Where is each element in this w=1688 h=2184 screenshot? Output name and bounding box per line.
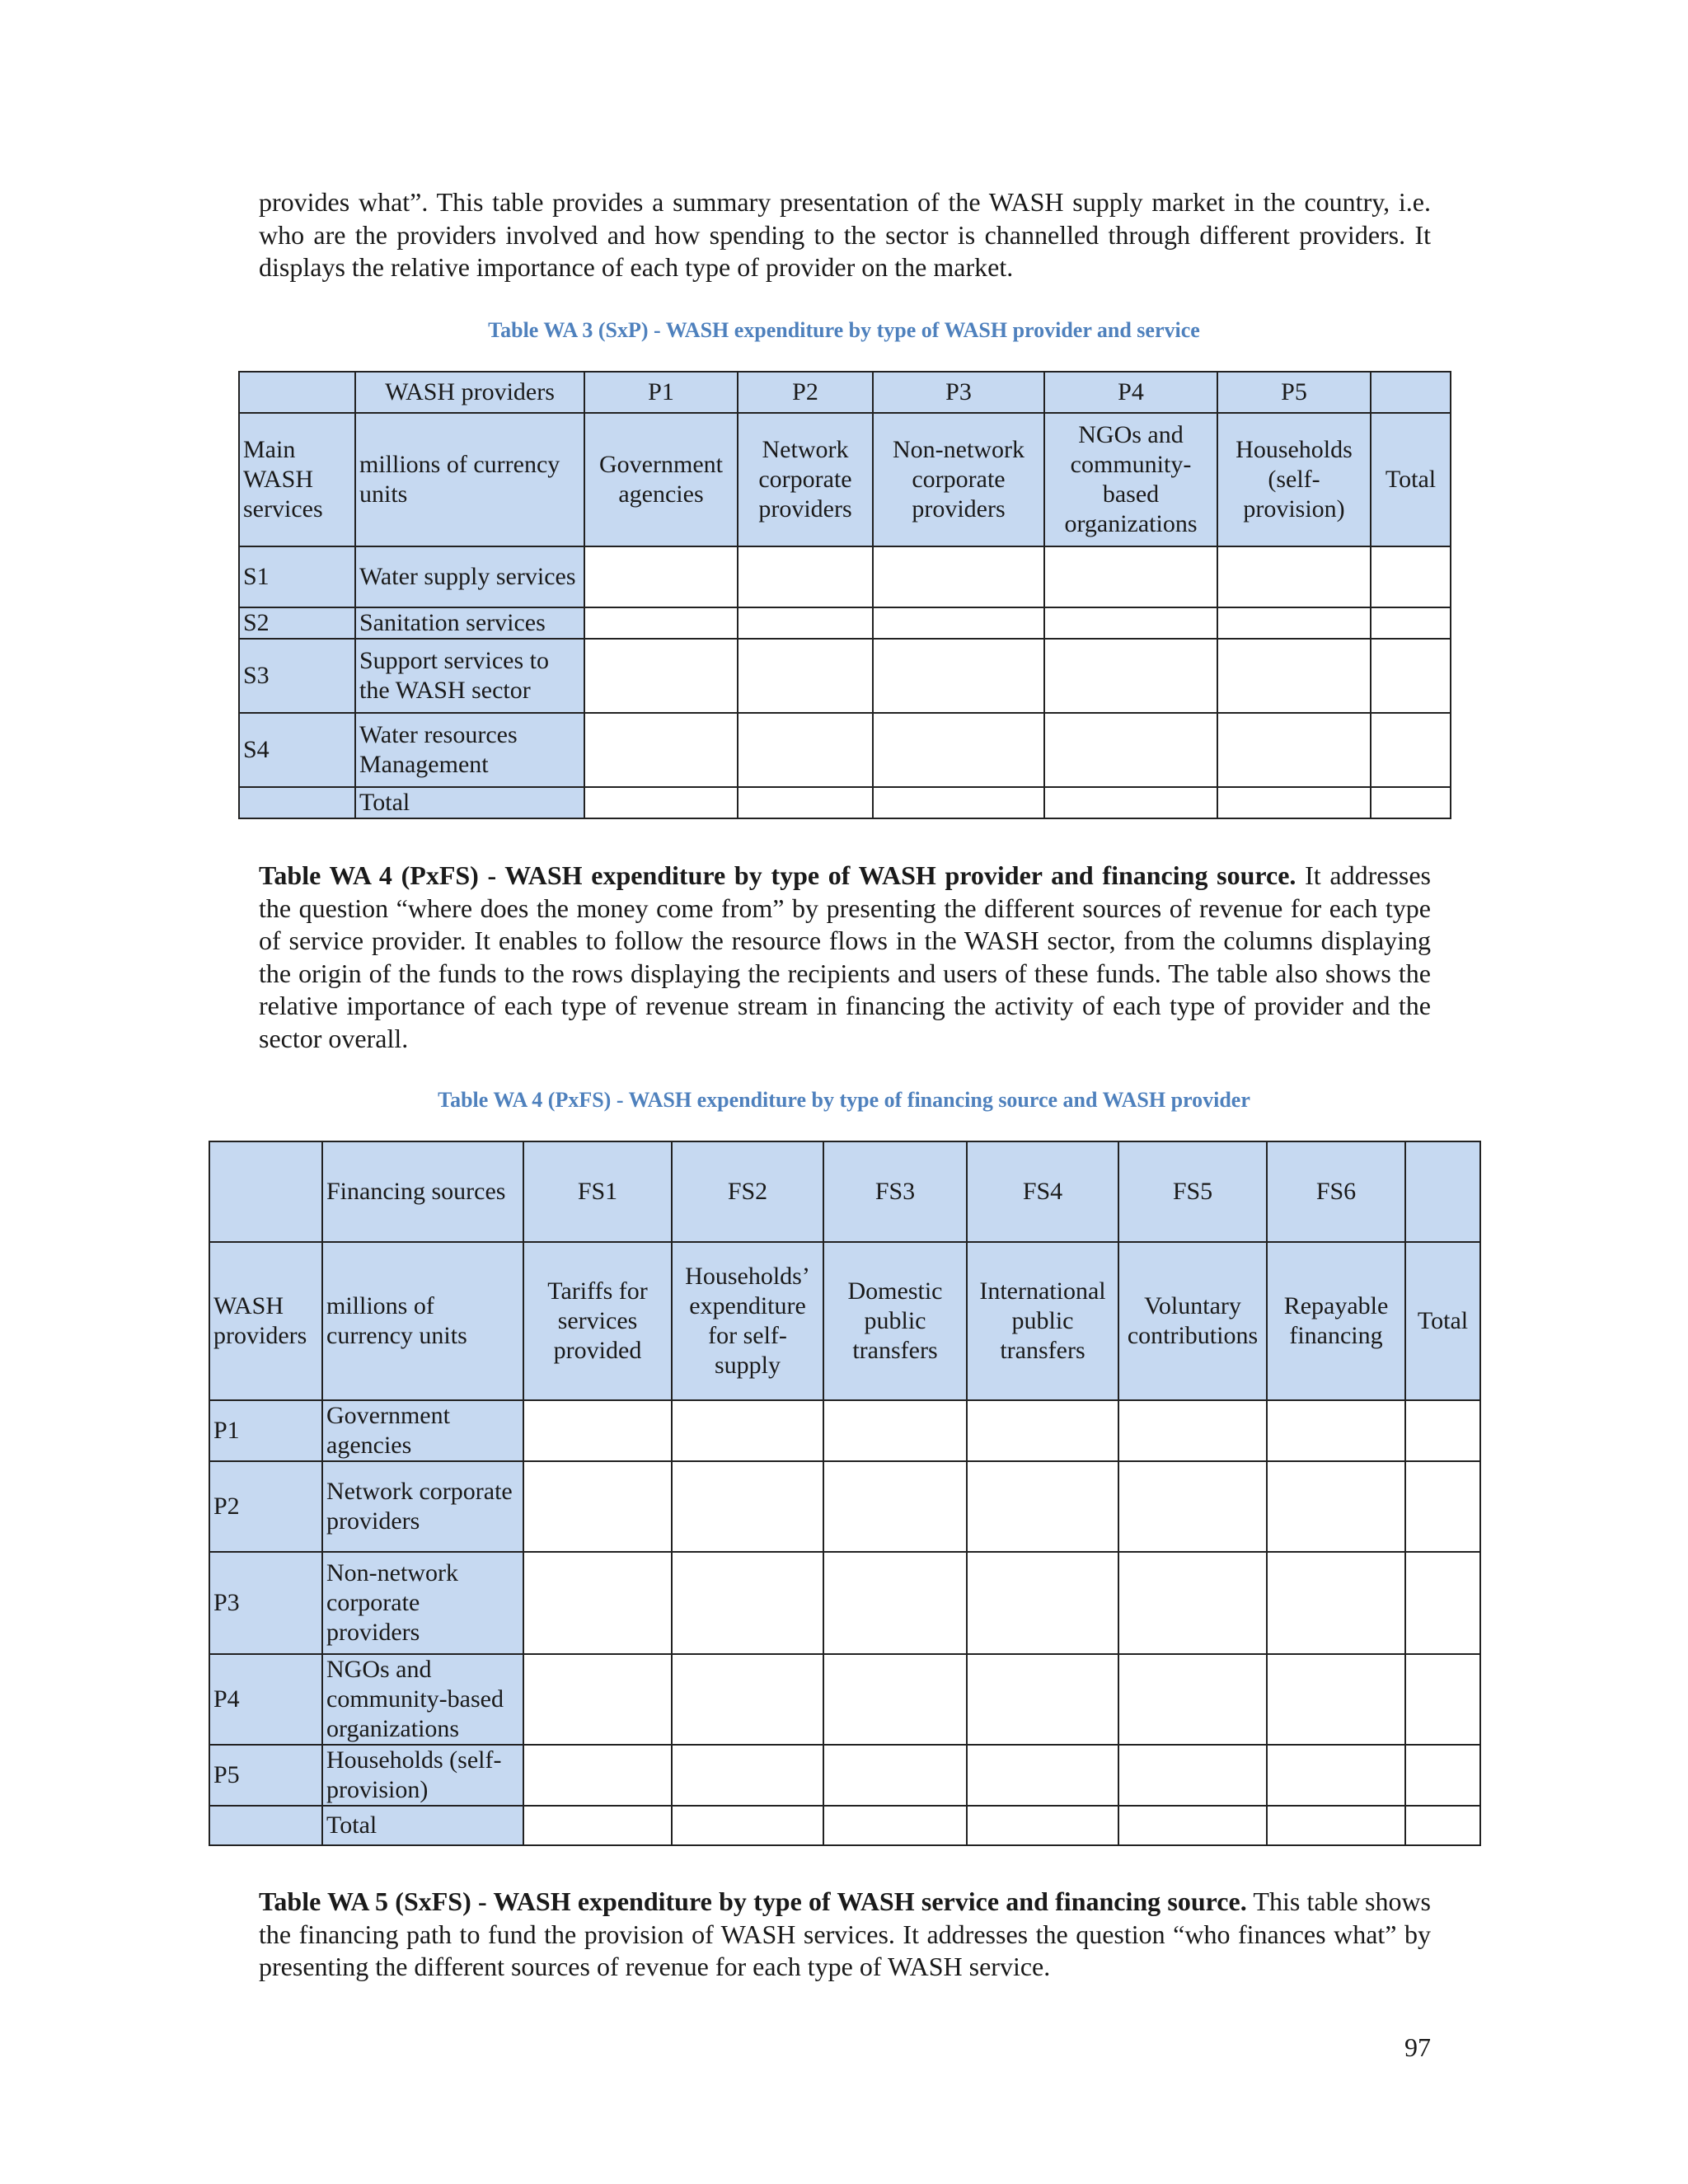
data-cell — [967, 1806, 1118, 1845]
data-cell — [873, 546, 1044, 607]
table3-corner — [239, 372, 355, 413]
table-row — [209, 1552, 1480, 1654]
data-cell — [1217, 713, 1371, 787]
row-code: P3 — [209, 1552, 322, 1654]
data-cell — [1371, 639, 1451, 713]
table-row — [209, 1654, 1480, 1745]
row-code: P1 — [209, 1400, 322, 1461]
table-row — [209, 1400, 1480, 1461]
page-number: 97 — [1404, 2032, 1431, 2062]
data-cell — [1267, 1461, 1405, 1552]
row-label: Support services to the WASH sector — [355, 639, 584, 713]
data-cell — [967, 1654, 1118, 1745]
intro-paragraph: provides what”. This table provides a summary presentation of the WASH supply market in the country, i.e. who are the providers involved and how spending to the sector is channelled through different providers. It displays the relative importance of each type of provider on the market. — [259, 187, 1431, 282]
table3-col-code: P1 — [584, 372, 738, 413]
row-code: P4 — [209, 1654, 322, 1745]
row-label: NGOs and community-based organizations — [322, 1654, 523, 1745]
table3-col-name: Government agencies — [584, 413, 738, 546]
data-cell — [1267, 1400, 1405, 1461]
row-code: S1 — [239, 546, 355, 607]
data-cell — [1267, 1654, 1405, 1745]
table4-col-name: Voluntary contributions — [1118, 1242, 1267, 1400]
data-cell — [823, 1745, 967, 1806]
row-label: Non-network corporate providers — [322, 1552, 523, 1654]
data-cell — [1371, 787, 1451, 818]
data-cell — [738, 546, 873, 607]
data-cell — [1405, 1461, 1480, 1552]
table3-col-code: P5 — [1217, 372, 1371, 413]
table-row — [209, 1461, 1480, 1552]
data-cell — [1118, 1552, 1267, 1654]
data-cell — [967, 1552, 1118, 1654]
data-cell — [523, 1461, 672, 1552]
row-code: S3 — [239, 639, 355, 713]
table4-code-row — [209, 1141, 1480, 1242]
table-row — [239, 639, 1451, 713]
data-cell — [967, 1745, 1118, 1806]
table4 — [209, 1141, 1481, 1846]
row-code: P2 — [209, 1461, 322, 1552]
data-cell — [1371, 607, 1451, 639]
data-cell — [873, 639, 1044, 713]
data-cell — [672, 1400, 823, 1461]
table4-stub-label: WASH providers — [209, 1242, 322, 1400]
table4-col-code: FS4 — [967, 1141, 1118, 1242]
data-cell — [738, 639, 873, 713]
data-cell — [523, 1745, 672, 1806]
table3-col-name: Households (self-provision) — [1217, 413, 1371, 546]
data-cell — [1405, 1552, 1480, 1654]
row-code — [239, 787, 355, 818]
table4-description-text: It addresses the question “where does the money come from” by presenting the different sources of revenue for each type of service provider. It enables to follow the resource flows in the WASH sector, from the columns displaying the origin of the funds to the rows displaying the recipients and users of these funds. The table also shows the relative importance of each type of revenue stream in financing the activity of each type of provider and the sector overall. — [259, 860, 1432, 1053]
table4-col-code: FS1 — [523, 1141, 672, 1242]
table4-sources-label: Financing sources — [322, 1141, 523, 1242]
table3-col-code: P4 — [1044, 372, 1217, 413]
data-cell — [823, 1806, 967, 1845]
table-row — [239, 546, 1451, 607]
table3-col-code: P3 — [873, 372, 1044, 413]
row-label: Total — [322, 1806, 523, 1845]
table4-caption: Table WA 4 (PxFS) - WASH expenditure by type of financing source and WASH provider — [438, 1088, 1250, 1112]
data-cell — [672, 1461, 823, 1552]
row-label: Water supply services — [355, 546, 584, 607]
data-cell — [1405, 1806, 1480, 1845]
table3-col-code: P2 — [738, 372, 873, 413]
table4-col-name: International public transfers — [967, 1242, 1118, 1400]
data-cell — [823, 1400, 967, 1461]
data-cell — [584, 546, 738, 607]
data-cell — [1118, 1461, 1267, 1552]
data-cell — [1217, 639, 1371, 713]
table3-col-name: Non-network corporate providers — [873, 413, 1044, 546]
table-row — [239, 713, 1451, 787]
data-cell — [967, 1461, 1118, 1552]
data-cell — [584, 713, 738, 787]
data-cell — [738, 713, 873, 787]
row-label: Households (self-provision) — [322, 1745, 523, 1806]
data-cell — [1118, 1400, 1267, 1461]
table3-col-name: NGOs and community-based organizations — [1044, 413, 1217, 546]
table4-col-code: FS5 — [1118, 1141, 1267, 1242]
data-cell — [1118, 1806, 1267, 1845]
table4-col-code: FS3 — [823, 1141, 967, 1242]
data-cell — [523, 1552, 672, 1654]
data-cell — [1267, 1806, 1405, 1845]
data-cell — [1371, 713, 1451, 787]
data-cell — [1044, 639, 1217, 713]
table4-col-name: Households’ expenditure for self-supply — [672, 1242, 823, 1400]
table3-corner-total — [1371, 372, 1451, 413]
data-cell — [584, 787, 738, 818]
table4-col-name: Tariffs for services provided — [523, 1242, 672, 1400]
table4-col-code: FS2 — [672, 1141, 823, 1242]
table4-col-name: Domestic public transfers — [823, 1242, 967, 1400]
row-code: S4 — [239, 713, 355, 787]
data-cell — [823, 1654, 967, 1745]
table4-name-row — [209, 1242, 1480, 1400]
table5-description — [259, 1886, 1431, 1984]
data-cell — [672, 1552, 823, 1654]
data-cell — [523, 1654, 672, 1745]
table3-caption: Table WA 3 (SxP) - WASH expenditure by type of WASH provider and service — [488, 318, 1200, 342]
table-row — [239, 607, 1451, 639]
data-cell — [1044, 713, 1217, 787]
table3-code-row — [239, 372, 1451, 413]
table3-units-label: millions of currency units — [355, 413, 584, 546]
row-label: Total — [355, 787, 584, 818]
data-cell — [1118, 1745, 1267, 1806]
row-label: Network corporate providers — [322, 1461, 523, 1552]
data-cell — [523, 1400, 672, 1461]
table5-description-text: This table shows the financing path to fund the provision of WASH services. It addresses the question “who finances what” by presenting the different sources of revenue for each type of WASH service. — [259, 1886, 1432, 1981]
data-cell — [1044, 607, 1217, 639]
data-cell — [738, 787, 873, 818]
table-row — [239, 787, 1451, 818]
data-cell — [1267, 1745, 1405, 1806]
row-code: S2 — [239, 607, 355, 639]
table3-total-header: Total — [1371, 413, 1451, 546]
data-cell — [1267, 1552, 1405, 1654]
table-row — [209, 1745, 1480, 1806]
table5-description-title: Table WA 5 (SxFS) - WASH expenditure by type of WASH service and financing source. — [259, 1886, 1247, 1916]
table3-stub-label: Main WASH services — [239, 413, 355, 546]
row-label: Water resources Management — [355, 713, 584, 787]
data-cell — [1217, 607, 1371, 639]
table-row — [209, 1806, 1480, 1845]
data-cell — [584, 607, 738, 639]
table4-corner — [209, 1141, 322, 1242]
data-cell — [1217, 546, 1371, 607]
data-cell — [672, 1654, 823, 1745]
row-code — [209, 1806, 322, 1845]
data-cell — [672, 1745, 823, 1806]
data-cell — [523, 1806, 672, 1845]
row-code: P5 — [209, 1745, 322, 1806]
data-cell — [823, 1552, 967, 1654]
data-cell — [584, 639, 738, 713]
data-cell — [873, 713, 1044, 787]
table4-description — [259, 860, 1431, 1055]
data-cell — [738, 607, 873, 639]
data-cell — [823, 1461, 967, 1552]
data-cell — [672, 1806, 823, 1845]
data-cell — [967, 1400, 1118, 1461]
data-cell — [1217, 787, 1371, 818]
data-cell — [1405, 1654, 1480, 1745]
row-label: Sanitation services — [355, 607, 584, 639]
table4-total-header: Total — [1405, 1242, 1480, 1400]
data-cell — [873, 787, 1044, 818]
table4-col-code: FS6 — [1267, 1141, 1405, 1242]
table4-description-title: Table WA 4 (PxFS) - WASH expenditure by type of WASH provider and financing source. — [259, 860, 1296, 890]
data-cell — [1044, 546, 1217, 607]
data-cell — [873, 607, 1044, 639]
data-cell — [1405, 1400, 1480, 1461]
table3-providers-label: WASH providers — [355, 372, 584, 413]
data-cell — [1371, 546, 1451, 607]
data-cell — [1044, 787, 1217, 818]
data-cell — [1118, 1654, 1267, 1745]
table3-name-row — [239, 413, 1451, 546]
row-label: Government agencies — [322, 1400, 523, 1461]
table3-col-name: Network corporate providers — [738, 413, 873, 546]
table4-corner-total — [1405, 1141, 1480, 1242]
table3 — [238, 371, 1451, 819]
table4-col-name: Repayable financing — [1267, 1242, 1405, 1400]
data-cell — [1405, 1745, 1480, 1806]
table4-units-label: millions of currency units — [322, 1242, 523, 1400]
